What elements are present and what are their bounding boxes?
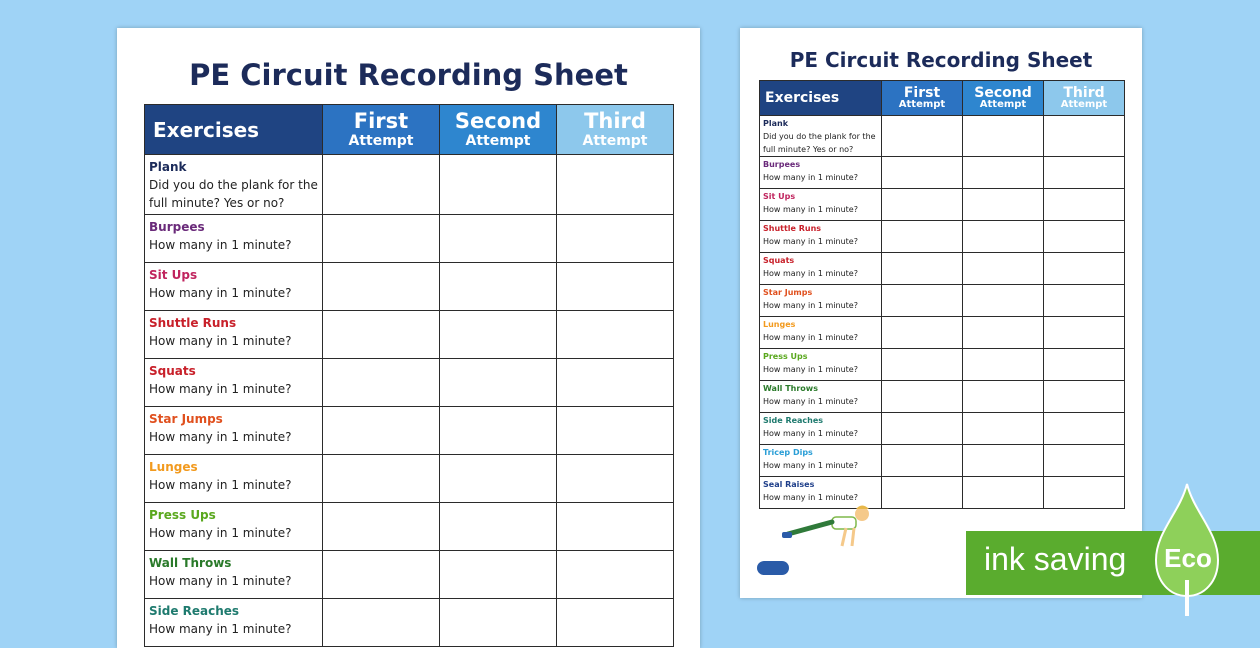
attempt-cell — [1044, 477, 1125, 509]
attempt-cell — [882, 445, 963, 477]
attempt-cell — [440, 359, 557, 407]
exercise-question: How many in 1 minute? — [763, 429, 858, 438]
attempt-cell — [557, 263, 674, 311]
attempt-cell — [557, 551, 674, 599]
exercise-name: Lunges — [149, 460, 198, 474]
exercise-name: Sit Ups — [149, 268, 198, 282]
attempt-cell — [557, 455, 674, 503]
table-row — [145, 311, 674, 359]
attempt-cell — [440, 311, 557, 359]
table-row — [145, 155, 674, 215]
exercise-name: Wall Throws — [149, 556, 232, 570]
table-row — [760, 285, 1125, 317]
table-row — [760, 445, 1125, 477]
exercise-question: How many in 1 minute? — [149, 478, 292, 492]
table-row — [145, 215, 674, 263]
attempt-cell — [963, 189, 1044, 221]
exercise-cell — [145, 263, 323, 311]
attempt-cell — [557, 407, 674, 455]
exercise-question: How many in 1 minute? — [149, 574, 292, 588]
exercise-name: Shuttle Runs — [763, 224, 822, 233]
attempt-cell — [440, 551, 557, 599]
attempt-cell — [557, 311, 674, 359]
header-attempt-number: Third — [1063, 85, 1105, 101]
attempt-cell — [882, 157, 963, 189]
table-row — [760, 253, 1125, 285]
ink-saving-label: ink saving — [984, 541, 1127, 577]
attempt-cell — [963, 445, 1044, 477]
table-row — [760, 116, 1125, 157]
exercise-question: How many in 1 minute? — [763, 365, 858, 374]
exercise-cell — [145, 551, 323, 599]
header-attempt-number: Second — [974, 85, 1032, 101]
attempt-cell — [323, 407, 440, 455]
table-header-row — [760, 81, 1125, 116]
table-row — [760, 157, 1125, 189]
attempt-cell — [1044, 253, 1125, 285]
table-header-row — [145, 105, 674, 155]
table-row — [145, 503, 674, 551]
attempt-cell — [1044, 285, 1125, 317]
attempt-cell — [963, 116, 1044, 157]
table-row — [145, 599, 674, 647]
twinkl-logo — [757, 561, 789, 575]
exercise-question: How many in 1 minute? — [763, 269, 858, 278]
child-exercise-illustration — [780, 500, 880, 552]
attempt-cell — [440, 407, 557, 455]
attempt-cell — [963, 317, 1044, 349]
exercise-name: Tricep Dips — [763, 448, 813, 457]
header-attempt-number: Second — [454, 109, 542, 133]
exercise-name: Squats — [763, 256, 795, 265]
attempt-cell — [882, 381, 963, 413]
attempt-cell — [440, 263, 557, 311]
attempt-cell — [323, 359, 440, 407]
exercise-name: Side Reaches — [149, 604, 240, 618]
exercise-name: Plank — [763, 119, 789, 128]
exercise-cell — [760, 285, 882, 317]
header-first-attempt — [323, 105, 440, 155]
header-second-attempt — [440, 105, 557, 155]
exercise-question: How many in 1 minute? — [149, 334, 292, 348]
exercise-cell — [760, 189, 882, 221]
table-row — [760, 381, 1125, 413]
exercise-cell — [145, 311, 323, 359]
table-row — [145, 263, 674, 311]
attempt-cell — [323, 263, 440, 311]
exercise-question: How many in 1 minute? — [149, 622, 292, 636]
exercise-name: Burpees — [149, 220, 205, 234]
exercise-cell — [760, 221, 882, 253]
attempt-cell — [882, 477, 963, 509]
exercise-cell — [760, 413, 882, 445]
table-body — [145, 155, 674, 647]
exercise-name: Burpees — [763, 160, 801, 169]
attempt-cell — [440, 599, 557, 647]
exercise-question: How many in 1 minute? — [149, 526, 292, 540]
attempt-cell — [882, 285, 963, 317]
attempt-cell — [323, 311, 440, 359]
header-attempt-number: Third — [584, 109, 646, 133]
exercise-question: How many in 1 minute? — [763, 461, 858, 470]
exercise-question: How many in 1 minute? — [149, 238, 292, 252]
table-row — [760, 189, 1125, 221]
attempt-cell — [323, 455, 440, 503]
attempt-cell — [963, 349, 1044, 381]
exercise-question: How many in 1 minute? — [149, 430, 292, 444]
attempt-cell — [1044, 317, 1125, 349]
header-third-attempt — [1044, 81, 1125, 116]
header-second-attempt — [963, 81, 1044, 116]
attempt-cell — [963, 413, 1044, 445]
header-exercises: Exercises — [760, 81, 882, 116]
header-first-attempt — [882, 81, 963, 116]
attempt-cell — [882, 317, 963, 349]
attempt-cell — [323, 599, 440, 647]
exercise-cell — [145, 455, 323, 503]
table-row — [760, 317, 1125, 349]
attempt-cell — [323, 503, 440, 551]
exercise-name: Sit Ups — [763, 192, 796, 201]
table-row — [760, 349, 1125, 381]
attempt-cell — [882, 221, 963, 253]
exercise-name: Wall Throws — [763, 384, 818, 393]
exercise-question: How many in 1 minute? — [763, 333, 858, 342]
attempt-cell — [1044, 413, 1125, 445]
attempt-cell — [963, 477, 1044, 509]
header-attempt-word: Attempt — [1060, 99, 1108, 110]
exercise-cell — [145, 359, 323, 407]
exercise-cell — [760, 349, 882, 381]
attempt-cell — [557, 215, 674, 263]
exercise-name: Squats — [149, 364, 196, 378]
exercise-question: How many in 1 minute? — [763, 237, 858, 246]
recording-table — [759, 80, 1125, 509]
attempt-cell — [882, 189, 963, 221]
table-row — [145, 359, 674, 407]
exercise-name: Lunges — [763, 320, 796, 329]
exercise-cell — [760, 157, 882, 189]
attempt-cell — [1044, 221, 1125, 253]
exercise-cell — [760, 381, 882, 413]
header-attempt-word: Attempt — [898, 99, 946, 110]
attempt-cell — [323, 215, 440, 263]
exercise-question: How many in 1 minute? — [763, 301, 858, 310]
exercise-name: Star Jumps — [149, 412, 223, 426]
attempt-cell — [1044, 189, 1125, 221]
header-attempt-word: Attempt — [465, 133, 531, 149]
recording-table — [144, 104, 674, 647]
table-row — [145, 407, 674, 455]
attempt-cell — [557, 503, 674, 551]
header-attempt-number: First — [353, 109, 409, 133]
header-attempt-word: Attempt — [348, 133, 414, 149]
attempt-cell — [882, 116, 963, 157]
attempt-cell — [1044, 445, 1125, 477]
header-exercises: Exercises — [145, 105, 323, 155]
attempt-cell — [963, 157, 1044, 189]
attempt-cell — [440, 155, 557, 215]
attempt-cell — [440, 503, 557, 551]
exercise-cell — [760, 116, 882, 157]
sheet-title: PE Circuit Recording Sheet — [189, 58, 628, 92]
table-row — [145, 455, 674, 503]
exercise-cell — [760, 253, 882, 285]
exercise-question: Did you do the plank for the full minute? Yes or no? — [149, 178, 318, 210]
attempt-cell — [557, 599, 674, 647]
exercise-cell — [145, 599, 323, 647]
exercise-name: Star Jumps — [763, 288, 813, 297]
attempt-cell — [882, 413, 963, 445]
attempt-cell — [963, 221, 1044, 253]
attempt-cell — [963, 253, 1044, 285]
attempt-cell — [323, 155, 440, 215]
attempt-cell — [557, 155, 674, 215]
exercise-question: How many in 1 minute? — [763, 205, 858, 214]
exercise-cell — [145, 503, 323, 551]
exercise-question: How many in 1 minute? — [149, 382, 292, 396]
eco-label: Eco — [1164, 543, 1212, 573]
exercise-question: How many in 1 minute? — [763, 397, 858, 406]
exercise-name: Side Reaches — [763, 416, 824, 425]
worksheet-preview-small — [740, 28, 1142, 598]
exercise-cell — [145, 215, 323, 263]
exercise-name: Press Ups — [149, 508, 216, 522]
header-third-attempt — [557, 105, 674, 155]
attempt-cell — [323, 551, 440, 599]
attempt-cell — [1044, 381, 1125, 413]
attempt-cell — [1044, 116, 1125, 157]
attempt-cell — [557, 359, 674, 407]
exercise-name: Seal Raises — [763, 480, 815, 489]
attempt-cell — [963, 381, 1044, 413]
attempt-cell — [882, 253, 963, 285]
header-attempt-number: First — [903, 85, 941, 101]
table-row — [145, 551, 674, 599]
header-attempt-word: Attempt — [979, 99, 1027, 110]
exercise-cell — [760, 317, 882, 349]
attempt-cell — [440, 455, 557, 503]
table-row — [760, 413, 1125, 445]
worksheet-preview-large — [117, 28, 700, 648]
exercise-question: How many in 1 minute? — [149, 286, 292, 300]
exercise-name: Press Ups — [763, 352, 808, 361]
sheet-title: PE Circuit Recording Sheet — [789, 48, 1093, 72]
attempt-cell — [963, 285, 1044, 317]
attempt-cell — [882, 349, 963, 381]
exercise-name: Plank — [149, 160, 187, 174]
exercise-question: Did you do the plank for the full minute? Yes or no? — [763, 132, 876, 154]
exercise-name: Shuttle Runs — [149, 316, 237, 330]
exercise-question: How many in 1 minute? — [763, 173, 858, 182]
attempt-cell — [1044, 157, 1125, 189]
exercise-cell — [760, 445, 882, 477]
table-row — [760, 221, 1125, 253]
attempt-cell — [440, 215, 557, 263]
table-body — [760, 116, 1125, 509]
exercise-cell — [145, 155, 323, 215]
exercise-cell — [145, 407, 323, 455]
attempt-cell — [1044, 349, 1125, 381]
exercise-question: How many in 1 minute? — [763, 493, 858, 502]
header-attempt-word: Attempt — [582, 133, 648, 149]
